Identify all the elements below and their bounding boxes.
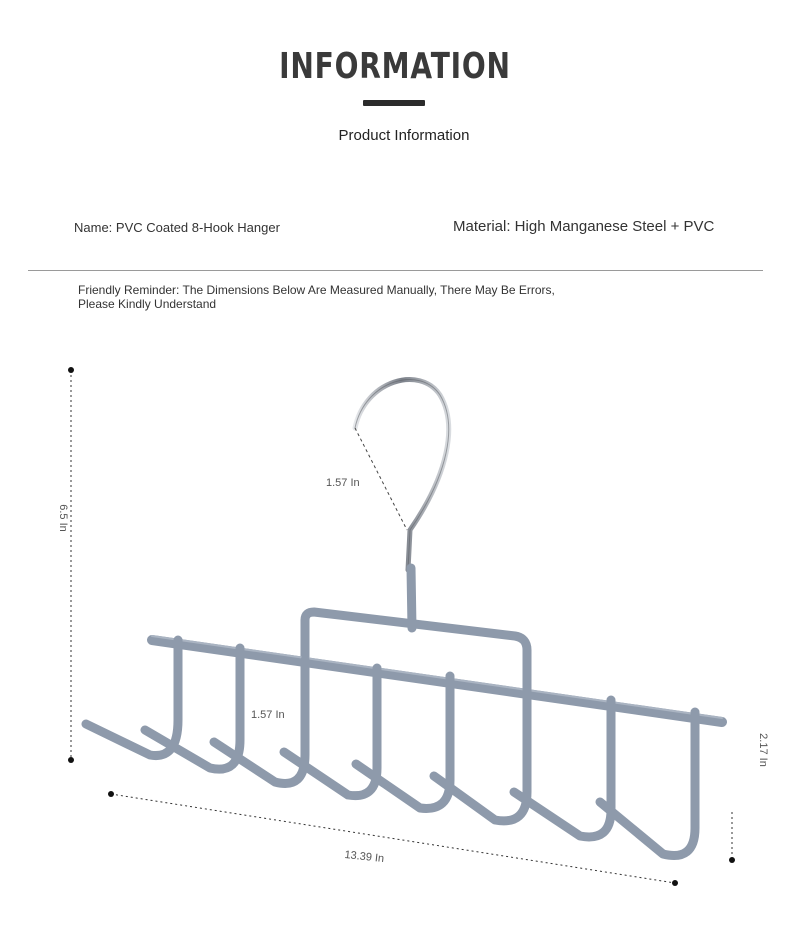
height-dimension bbox=[57, 367, 74, 763]
spec-material: Material: High Manganese Steel + PVC bbox=[453, 218, 715, 235]
hook-spacing-label: 1.57 In bbox=[251, 709, 285, 721]
hook-opening-label: 1.57 In bbox=[326, 477, 360, 489]
page-subtitle: Product Information bbox=[338, 127, 470, 144]
height-label: 6.5 In bbox=[57, 504, 69, 532]
swivel-hook-icon bbox=[355, 380, 449, 570]
reminder-line-2: Please Kindly Understand bbox=[78, 297, 217, 311]
hanger-body bbox=[86, 380, 722, 856]
page-title: INFORMATION bbox=[279, 46, 511, 87]
hook-depth-dimension bbox=[729, 733, 769, 863]
hook-opening-dimension bbox=[326, 428, 407, 530]
spec-name: Name: PVC Coated 8-Hook Hanger bbox=[74, 220, 280, 235]
length-label: 13.39 In bbox=[343, 848, 385, 866]
reminder-line-1: Friendly Reminder: The Dimensions Below Are Measured Manually, There May Be Errors, bbox=[78, 283, 555, 297]
hook-depth-label: 2.17 In bbox=[757, 733, 769, 767]
